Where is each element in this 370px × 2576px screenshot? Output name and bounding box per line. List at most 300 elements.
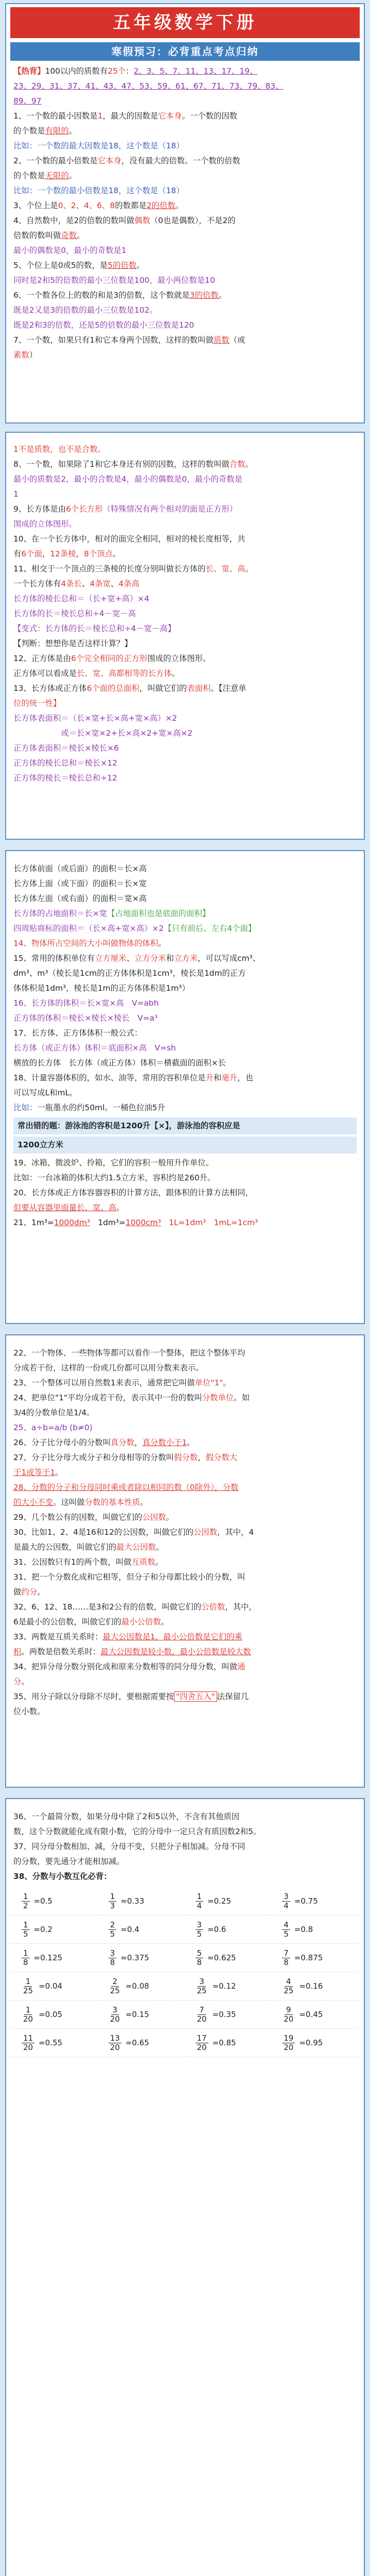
text-line — [13, 577, 357, 591]
text-run: 8个顶点 — [84, 549, 113, 558]
text-run: 常出错的题：游泳池的容积是1200升【×】，游泳池的容积应是 — [17, 1121, 240, 1130]
text-run: 6个完全相同的正方形 — [71, 654, 148, 663]
fraction — [22, 1892, 30, 1910]
text-run: 或＝长×宽×2+长×高×2+宽×高×2 — [13, 728, 193, 738]
text-line — [13, 303, 357, 318]
text-line — [13, 1215, 357, 1230]
decimal-value: =0.75 — [294, 1896, 318, 1906]
text-run: 分成若干份，这样的一份或几份都可以用分数来表示。 — [13, 1363, 204, 1372]
text-run: 32、6、12、18……是3和2公有的倍数，叫做它们的 — [13, 1602, 202, 1612]
text-run: 如水、油等，常用的容积单位是 — [95, 1073, 206, 1082]
fraction-cell — [97, 1944, 184, 1972]
text-line — [13, 442, 357, 457]
text-run: ，最大的因数是 — [102, 111, 158, 121]
text-run: 。 — [158, 939, 166, 948]
fraction-numerator: 13 — [109, 2034, 121, 2043]
fraction-denominator: 20 — [110, 2042, 120, 2052]
fraction-cell — [97, 2001, 184, 2029]
text-line — [13, 951, 357, 966]
text-line — [13, 562, 357, 577]
decimal-value: =0.05 — [39, 2010, 63, 2019]
text-run: 立方米 — [174, 954, 198, 963]
text-run: 毫升 — [221, 1073, 238, 1082]
text-run: 12条棱 — [50, 549, 76, 558]
text-run: 升 — [205, 1073, 214, 1082]
text-run: 31、公因数只有1的两个数，叫做 — [13, 1557, 132, 1567]
section-lines — [6, 61, 364, 363]
text-run: 12、正方体是由 — [13, 654, 71, 663]
fraction-numerator: 7 — [282, 1949, 290, 1958]
text-line — [13, 621, 357, 636]
text-run: ， — [76, 549, 84, 558]
fraction-numerator: 1 — [22, 1892, 30, 1902]
fraction-denominator: 25 — [197, 1986, 207, 1995]
text-run: 围成的立体图形。 — [13, 519, 77, 529]
text-run: 通 — [237, 1662, 245, 1671]
text-line — [13, 906, 357, 921]
text-run: 长、宽、高都相等的长方体 — [77, 669, 172, 678]
text-run: ，其中， — [225, 1602, 257, 1612]
section-lines — [6, 851, 364, 1230]
text-run: dm³、m³（棱长是1cm的正方体体积是1cm³，棱长是1dm的正方 — [13, 969, 246, 978]
text-line — [13, 1450, 357, 1465]
table-row — [10, 1972, 358, 2001]
fraction-denominator: 4 — [197, 1901, 202, 1910]
text-run: 表面积 — [187, 684, 211, 693]
text-run: 。 — [136, 261, 145, 270]
text-line — [13, 981, 357, 996]
text-line — [13, 1689, 357, 1704]
section-card-2 — [5, 432, 365, 840]
text-run: 真分数小于1 — [142, 1438, 187, 1447]
text-run: 体体积是1dm³，棱长是1m的正方体体积是1m³） — [13, 984, 190, 993]
text-run: 26、分子比分母小的分数叫 — [13, 1438, 111, 1447]
fraction-numerator: 1 — [22, 1921, 30, 1930]
text-run: 。 — [187, 1438, 195, 1447]
text-line — [13, 1041, 357, 1056]
text-run: 。 — [156, 1543, 164, 1552]
text-run: 公倍数 — [201, 1602, 225, 1612]
text-run: 5的倍数 — [108, 261, 137, 270]
fraction-cell — [271, 1887, 358, 1916]
text-run: 长方体的长＝棱长总和÷4－宽－高 — [13, 609, 136, 618]
section-lines — [6, 1799, 364, 1884]
text-run: ，也 — [237, 1073, 253, 1082]
text-run: 同时是2和5的倍数的最小三位数是100，最小两位数是10 — [13, 276, 215, 285]
fraction-decimal-table — [10, 1887, 358, 2057]
text-line — [13, 1674, 357, 1689]
fraction-numerator: 4 — [282, 1921, 290, 1930]
decimal-value: =0.55 — [39, 2038, 63, 2047]
text-line — [13, 154, 357, 168]
text-run: 既是2又是3的倍数的最小三位数是102。 — [13, 306, 157, 315]
text-run: 25、a÷b=a/b (b≠0) — [13, 1423, 93, 1432]
text-line — [13, 1100, 357, 1115]
text-run: 假分数大 — [205, 1453, 238, 1462]
table-row — [10, 1887, 358, 1916]
text-run: 3/4的分数单位是1/4。 — [13, 1408, 95, 1417]
text-run: ， — [134, 1438, 143, 1447]
text-line — [13, 1555, 357, 1570]
text-run: 一瓶墨水的约50ml。一桶色拉油5升 — [37, 1103, 165, 1112]
fraction-denominator: 5 — [284, 1929, 289, 1939]
fraction — [282, 1892, 290, 1910]
fraction-cell — [184, 1972, 271, 2001]
text-run: 1不是质数，也不是合数。 — [13, 445, 106, 454]
fraction-denominator: 5 — [23, 1929, 28, 1939]
fraction-denominator: 8 — [110, 1957, 115, 1967]
fraction-cell — [271, 1916, 358, 1944]
text-run: 89、97 — [13, 96, 42, 106]
text-line — [13, 876, 357, 891]
fraction-denominator: 20 — [23, 2014, 33, 2024]
text-line — [13, 1540, 357, 1555]
text-run: 。这叫做 — [52, 1498, 85, 1507]
text-run: 长方体左面（或右面）的面积＝宽×高 — [13, 894, 147, 903]
text-line — [13, 487, 357, 502]
fraction-numerator: 17 — [196, 2034, 208, 2043]
text-run: 约分 — [21, 1587, 38, 1597]
decimal-value: =0.4 — [120, 1925, 139, 1934]
text-run: 3、个位上是 — [13, 201, 58, 210]
text-run: 1000cm³ — [125, 1218, 161, 1227]
fraction-numerator: 19 — [282, 2034, 295, 2043]
text-line — [13, 288, 357, 303]
text-run: 23、一个整体可以用自然数1来表示，通常把它叫做 — [13, 1378, 195, 1387]
fraction-cell — [10, 2029, 97, 2057]
text-run: 。 — [218, 291, 227, 300]
text-line — [13, 1420, 357, 1435]
text-run: 。两数是倍数关系时： — [21, 1647, 101, 1656]
text-line — [13, 472, 357, 487]
text-run: 10、在一个长方体中，相对的面完全相同，相对的棱长度相等，共 — [13, 534, 245, 544]
fraction — [109, 1892, 117, 1910]
text-run: 8、一个数，如果除了1和它本身还有别的因数，这样的数叫做 — [13, 460, 230, 469]
text-run: 6个长方形 — [66, 504, 103, 514]
text-line — [13, 636, 357, 651]
decimal-value: =0.2 — [33, 1925, 52, 1934]
text-run: 既是2和3的倍数，还是5的倍数的最小三位数是120 — [13, 320, 195, 330]
text-run: 一个数的最小倍数是18，这个数是（18） — [37, 186, 184, 195]
text-run: 可以写成L和mL。 — [13, 1088, 78, 1097]
text-line — [13, 936, 357, 951]
section-card-1 — [5, 3, 365, 423]
text-run: 正方体的棱长总和＝棱长×12 — [13, 758, 117, 768]
decimal-value: =0.5 — [33, 1896, 52, 1906]
fraction — [196, 1949, 204, 1967]
text-run: 21、1m³= — [13, 1218, 54, 1227]
fraction — [196, 2034, 208, 2052]
fraction-denominator: 20 — [284, 2042, 294, 2052]
text-run: 【热背】 — [13, 66, 45, 76]
fraction-numerator: 1 — [22, 1949, 30, 1958]
text-line — [13, 502, 357, 517]
section-card-5 — [5, 1798, 365, 2576]
fraction-numerator: 4 — [285, 1977, 293, 1987]
text-run: 偶数 — [134, 216, 150, 225]
text-line — [13, 1171, 357, 1185]
decimal-value: =0.12 — [212, 1981, 236, 1991]
fraction-cell — [97, 1887, 184, 1916]
fraction-denominator: 4 — [284, 1901, 289, 1910]
fraction-numerator: 1 — [24, 2006, 32, 2015]
fraction-denominator: 20 — [197, 2014, 207, 2024]
text-line — [13, 547, 357, 562]
fraction — [282, 1977, 295, 1995]
fraction-numerator: 3 — [196, 1921, 204, 1930]
text-run: ，其中，4 — [217, 1528, 254, 1537]
text-run: 29、几个数公有的因数，叫做它们的 — [13, 1513, 143, 1522]
text-line — [13, 333, 357, 348]
text-run: 。 — [55, 1468, 63, 1477]
text-run: 数，这个分数就能化成有限小数，它的分母中一定只含有质因数2和5。 — [13, 1827, 261, 1836]
text-run: 。 — [171, 669, 180, 678]
decimal-value: =0.875 — [294, 1953, 323, 1962]
text-run: ： — [126, 66, 134, 76]
fraction-numerator: 3 — [109, 1949, 117, 1958]
fraction-cell — [10, 1972, 97, 2001]
text-run: 。 — [37, 1587, 45, 1597]
text-run: 比如： — [13, 1103, 38, 1112]
fraction — [22, 2034, 34, 2052]
text-run: 有 — [13, 549, 22, 558]
text-run: 【判断：想想你是否这样计算？】 — [13, 639, 132, 648]
text-line — [13, 1465, 357, 1480]
text-run: 法保留几 — [217, 1692, 249, 1701]
fraction-denominator: 8 — [284, 1957, 289, 1967]
text-run: 34、把异分母分数分别化成和原来分数相等的同分母分数，叫做 — [13, 1662, 238, 1671]
text-run: 比如： — [13, 186, 38, 195]
fraction-numerator: 9 — [285, 2006, 293, 2015]
text-line — [13, 1056, 357, 1071]
text-run: 28、分数的分子和分母同时乘或者除以相同的数（0除外），分数 — [13, 1483, 239, 1492]
text-run: 。 — [223, 1378, 231, 1387]
text-run: 体积 — [142, 939, 158, 948]
fraction-cell — [10, 1887, 97, 1916]
text-run: "四舍五入" — [174, 1691, 217, 1702]
table-row — [10, 1916, 358, 1944]
text-line — [13, 1026, 357, 1041]
decimal-value: =0.8 — [294, 1925, 313, 1934]
decimal-value: =0.35 — [212, 2010, 236, 2019]
text-run: 分数单位 — [202, 1393, 234, 1402]
text-run: 。 — [68, 126, 77, 135]
text-run: （或 — [229, 335, 245, 345]
text-run: 。一个数的因数 — [182, 111, 238, 121]
table-row — [10, 1944, 358, 1972]
text-run: 25个 — [108, 66, 126, 76]
text-run: 单位"1" — [195, 1378, 223, 1387]
text-run: 、 — [110, 579, 119, 588]
fraction-cell — [184, 1916, 271, 1944]
text-line — [13, 666, 357, 681]
text-line — [13, 1809, 357, 1824]
text-line — [13, 1435, 357, 1450]
text-line — [13, 1346, 357, 1361]
text-line — [13, 79, 357, 94]
text-run: 有限的 — [45, 126, 69, 135]
fraction — [282, 2006, 295, 2024]
text-run: 横放的长方体 长方体（或正方体）体积＝横截面的面积×长 — [13, 1058, 226, 1067]
text-run: 它本身 — [97, 156, 121, 165]
text-line — [13, 1659, 357, 1674]
fraction-cell — [184, 1944, 271, 1972]
text-run: 2的倍数 — [146, 201, 175, 210]
text-run: 。如 — [234, 1393, 250, 1402]
document-subtitle: 寒假预习：必背重点考点归纳 — [10, 42, 360, 61]
text-run: 。 — [113, 549, 121, 558]
text-run: 分 — [13, 1677, 22, 1686]
text-line — [13, 891, 357, 906]
text-line — [13, 1630, 357, 1645]
text-line — [13, 517, 357, 532]
text-line — [13, 348, 357, 363]
fraction-denominator: 8 — [23, 1957, 28, 1967]
text-run: 最小的偶数是0，最小的奇数是1 — [13, 246, 127, 255]
decimal-value: =0.15 — [125, 2010, 149, 2019]
text-run: 1 — [97, 111, 103, 121]
text-run: 最大公因数是1，最小公倍数是它们的乘 — [102, 1632, 242, 1641]
text-line — [13, 651, 357, 666]
text-run: 。 — [161, 1617, 169, 1626]
text-line — [13, 696, 357, 711]
text-run: 6、一个数各位上的数的和是3的倍数，这个数就是 — [13, 291, 190, 300]
text-run: 它本身 — [158, 111, 182, 121]
text-run: 积 — [13, 1647, 22, 1656]
fraction-denominator: 20 — [110, 2014, 120, 2024]
text-run: 质数 — [213, 335, 230, 345]
text-line — [13, 139, 357, 154]
text-line — [13, 228, 357, 243]
fraction-cell — [271, 2029, 358, 2057]
text-line — [13, 1615, 357, 1630]
text-line — [13, 1137, 357, 1154]
text-run: 长方体表面积＝（长×宽+长×高+宽×高）×2 — [13, 714, 178, 723]
text-line — [13, 1011, 357, 1026]
fraction — [22, 1949, 30, 1967]
text-run: 1000dm³ — [54, 1218, 90, 1227]
text-line — [13, 532, 357, 547]
text-run: 最小的质数是2，最小的合数是4，最小的偶数是0，最小的奇数是 — [13, 474, 242, 484]
section-card-3 — [5, 850, 365, 1324]
fraction-numerator: 2 — [111, 1977, 119, 1987]
text-run: ，没有最大的倍数。一个数的倍数 — [121, 156, 240, 165]
text-run: 长方体上面（或下面）的面积＝长×宽 — [13, 879, 147, 888]
text-run: 最小公倍数 — [121, 1617, 161, 1626]
text-line — [13, 198, 357, 213]
text-line — [13, 1200, 357, 1215]
text-run: 1L=1dm³ 1mL=1cm³ — [161, 1218, 258, 1227]
fraction-cell — [97, 1916, 184, 1944]
fraction — [109, 1921, 117, 1939]
text-run: 1dm³= — [90, 1218, 126, 1227]
text-run: 长、宽、高 — [205, 564, 245, 573]
decimal-value: =0.85 — [212, 2038, 236, 2047]
fraction-cell — [10, 1916, 97, 1944]
text-run: 。 — [140, 1498, 148, 1507]
text-line — [13, 861, 357, 876]
text-run: 正方体的棱长＝棱长总和÷12 — [13, 773, 117, 783]
text-run: 30、比如1、2、4是16和12的公因数，叫做它们的 — [13, 1528, 193, 1537]
fraction — [196, 2006, 208, 2024]
fraction — [22, 1921, 30, 1939]
text-line — [13, 64, 357, 79]
decimal-value: =0.6 — [207, 1925, 226, 1934]
section-card-4 — [5, 1334, 365, 1788]
decimal-value: ≈0.33 — [120, 1896, 145, 1906]
text-run: 17、长方体、正方体体积一般公式： — [13, 1028, 143, 1038]
text-line — [13, 94, 357, 109]
text-line — [13, 756, 357, 771]
text-run: 37、同分母分数相加、减，分母不变，只把分子相加减。分母不同 — [13, 1842, 245, 1851]
decimal-value: =0.625 — [207, 1953, 236, 1962]
fraction-denominator: 25 — [284, 1986, 294, 1995]
text-run: 长方体前面（或后面）的面积＝长×高 — [13, 864, 147, 873]
text-run: 6是最小的公倍数，叫做它们的 — [13, 1617, 121, 1626]
text-line — [13, 606, 357, 621]
text-run: 互质数 — [131, 1557, 155, 1567]
text-run: （0也是偶数），不是2的 — [150, 216, 236, 225]
text-line — [13, 1824, 357, 1839]
text-run: 位的统一性】 — [13, 699, 61, 708]
fraction-cell — [184, 2001, 271, 2029]
text-run: 9、长方体是由 — [13, 504, 66, 514]
fraction — [196, 1977, 208, 1995]
text-run: 6个面 — [21, 549, 42, 558]
text-run: 于1或等于1 — [13, 1468, 56, 1477]
text-run: 33、两数是互质关系时： — [13, 1632, 103, 1641]
text-run: 围成的立体图形。 — [147, 654, 211, 663]
text-run: 20、长方体或正方体容器容积的计算方法，跟体积的计算方法相同， — [13, 1188, 253, 1197]
text-run: 35、用分子除以分母除不尽时，要根据需要按 — [13, 1692, 174, 1701]
text-run: 。 — [155, 1557, 164, 1567]
text-run: 【变式：长方体的长＝棱长总和÷4－宽－高】 — [13, 624, 176, 633]
text-run: 四周贴商标的面积＝（长×高+宽×高）×2 — [13, 924, 164, 933]
fraction-cell — [184, 2029, 271, 2057]
text-line — [13, 243, 357, 258]
text-line — [13, 921, 357, 936]
fraction — [109, 2006, 121, 2024]
text-run: 15、常用的体积单位有 — [13, 954, 95, 963]
text-run: 一个长方体有 — [13, 579, 61, 588]
text-line — [13, 1086, 357, 1100]
text-line — [13, 1156, 357, 1171]
text-run: ，叫做它们的 — [139, 684, 187, 693]
text-run: 奇数 — [61, 231, 77, 240]
text-line — [13, 213, 357, 228]
text-run: 36、一个最简分数，如果分母中除了2和5以外，不含有其他质因 — [13, 1812, 240, 1821]
text-run: 最大公因数是较小数，最小公倍数是较大数 — [100, 1647, 251, 1656]
fraction-numerator: 11 — [22, 2034, 34, 2043]
fraction — [109, 1949, 117, 1967]
text-run: 。【注意单 — [210, 684, 246, 693]
text-run: 0、2、4、6、8 — [58, 201, 115, 210]
fraction-numerator: 5 — [196, 1949, 204, 1958]
text-run: 、 — [81, 579, 90, 588]
fraction-numerator: 3 — [198, 1977, 206, 1987]
text-run: 素数 — [13, 350, 29, 360]
text-run: 。 — [245, 564, 253, 573]
fraction-numerator: 1 — [109, 1892, 117, 1902]
text-run: 。 — [166, 1513, 174, 1522]
fraction — [109, 2034, 121, 2052]
fraction-cell — [271, 1944, 358, 1972]
text-run: 4、自然数中，是2的倍数的数叫做 — [13, 216, 135, 225]
text-line — [13, 318, 357, 333]
text-run: 公因数 — [193, 1528, 217, 1537]
fraction — [282, 1921, 290, 1939]
text-run: 27、分子比分母大或分子和分母相等的分数叫 — [13, 1453, 174, 1462]
